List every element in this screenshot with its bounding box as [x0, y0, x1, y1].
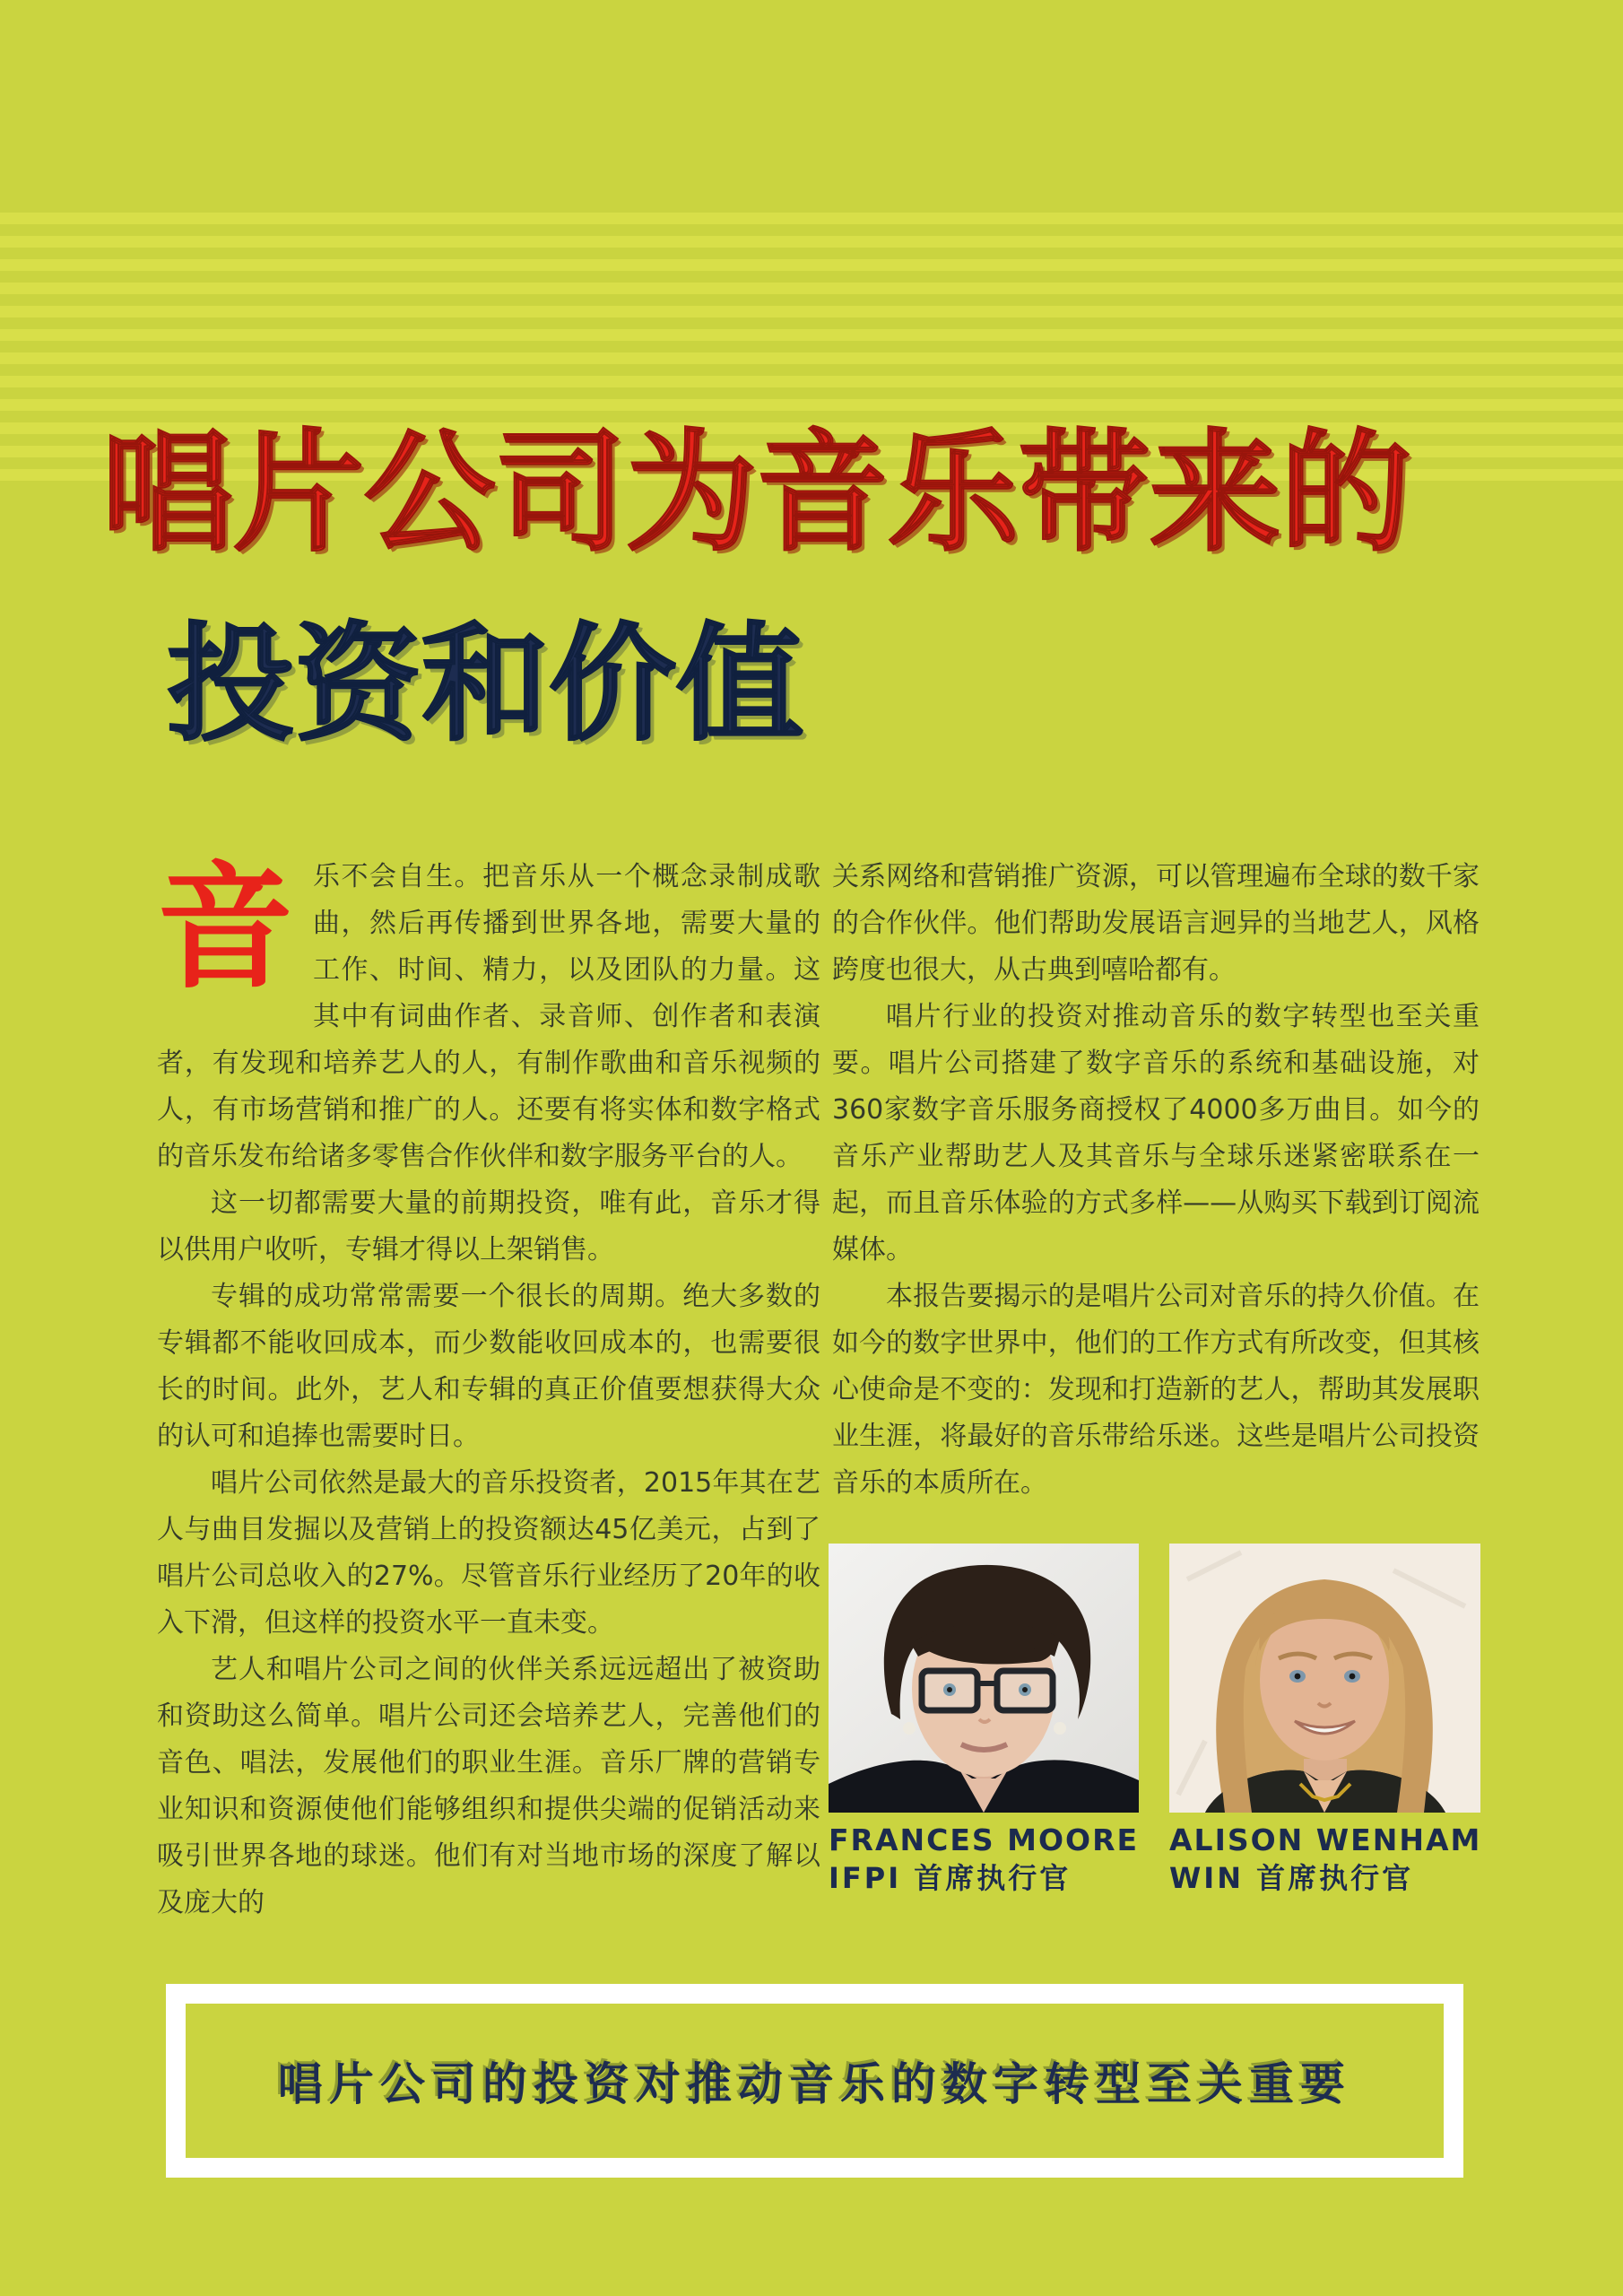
paragraph: 这一切都需要大量的前期投资，唯有此，音乐才得以供用户收听，专辑才得以上架销售。: [157, 1187, 820, 1265]
portrait-alison-wenham: [1169, 1544, 1480, 1813]
article-column-left: [157, 848, 820, 1926]
person-role: WIN 首席执行官: [1169, 1861, 1414, 1895]
portrait-frances-moore-image: [829, 1544, 1139, 1813]
person-name: ALISON WENHAM: [1169, 1822, 1482, 1857]
banner-text: 唱片公司的投资对推动音乐的数字转型至关重要: [278, 2058, 1351, 2110]
paragraph: 音乐不会自生。把音乐从一个概念录制成歌曲，然后再传播到世界各地，需要大量的工作、时间、精力，以及团队的力量。这其中有词曲作者、录音师、创作者和表演者，有发现和培养艺人的人，有制作歌曲和音乐视频的人，有市场营销和推广的人。还要有将实体和数字格式的音乐发布给诸多零售合作伙伴和数字服务平台的人。: [157, 848, 820, 1172]
portrait-frances-moore: [829, 1544, 1139, 1813]
page-title: 唱片公司为音乐带来的: [102, 416, 1411, 570]
paragraph: 艺人和唱片公司之间的伙伴关系远远超出了被资助和资助这么简单。唱片公司还会培养艺人，完善他们的音色、唱法，发展他们的职业生涯。音乐厂牌的营销专业知识和资源使他们能够组织和提供尖端的促销活动来吸引世界各地的球迷。他们有对当地市场的深度了解以及庞大的: [157, 1654, 820, 1918]
bottom-banner: [166, 1984, 1463, 2178]
person-name: FRANCES MOORE: [829, 1822, 1140, 1857]
paragraph: 本报告要揭示的是唱片公司对音乐的持久价值。在如今的数字世界中，他们的工作方式有所改变，但其核心使命是不变的：发现和打造新的艺人，帮助其发展职业生涯，将最好的音乐带给乐迷。这些是唱片公司投资音乐的本质所在。: [832, 1281, 1480, 1499]
paragraph: 唱片公司依然是最大的音乐投资者，2015年其在艺人与曲目发掘以及营销上的投资额达45亿美元，占到了唱片公司总收入的27%。尽管音乐行业经历了20年的收入下滑，但这样的投资水平一直未变。: [157, 1467, 820, 1639]
drop-cap: 音: [157, 848, 293, 1007]
paragraph: 关系网络和营销推广资源，可以管理遍布全球的数千家的合作伙伴。他们帮助发展语言迥异的当地艺人，风格跨度也很大，从古典到嘻哈都有。: [832, 861, 1480, 986]
person-role: IFPI 首席执行官: [829, 1861, 1072, 1895]
portrait-alison-wenham-image: [1169, 1544, 1480, 1813]
paragraph: 专辑的成功常常需要一个很长的周期。绝大多数的专辑都不能收回成本，而少数能收回成本的，也需要很长的时间。此外，艺人和专辑的真正价值要想获得大众的认可和追捧也需要时日。: [157, 1281, 820, 1452]
caption-frances-moore: [829, 1823, 1139, 1895]
page-subtitle: 投资和价值: [167, 610, 803, 759]
caption-alison-wenham: [1169, 1823, 1481, 1895]
paragraph: 唱片行业的投资对推动音乐的数字转型也至关重要。唱片公司搭建了数字音乐的系统和基础设施，对360家数字音乐服务商授权了4000多万曲目。如今的音乐产业帮助艺人及其音乐与全球乐迷紧密联系在一起，而且音乐体验的方式多样——从购买下载到订阅流媒体。: [832, 1001, 1480, 1265]
